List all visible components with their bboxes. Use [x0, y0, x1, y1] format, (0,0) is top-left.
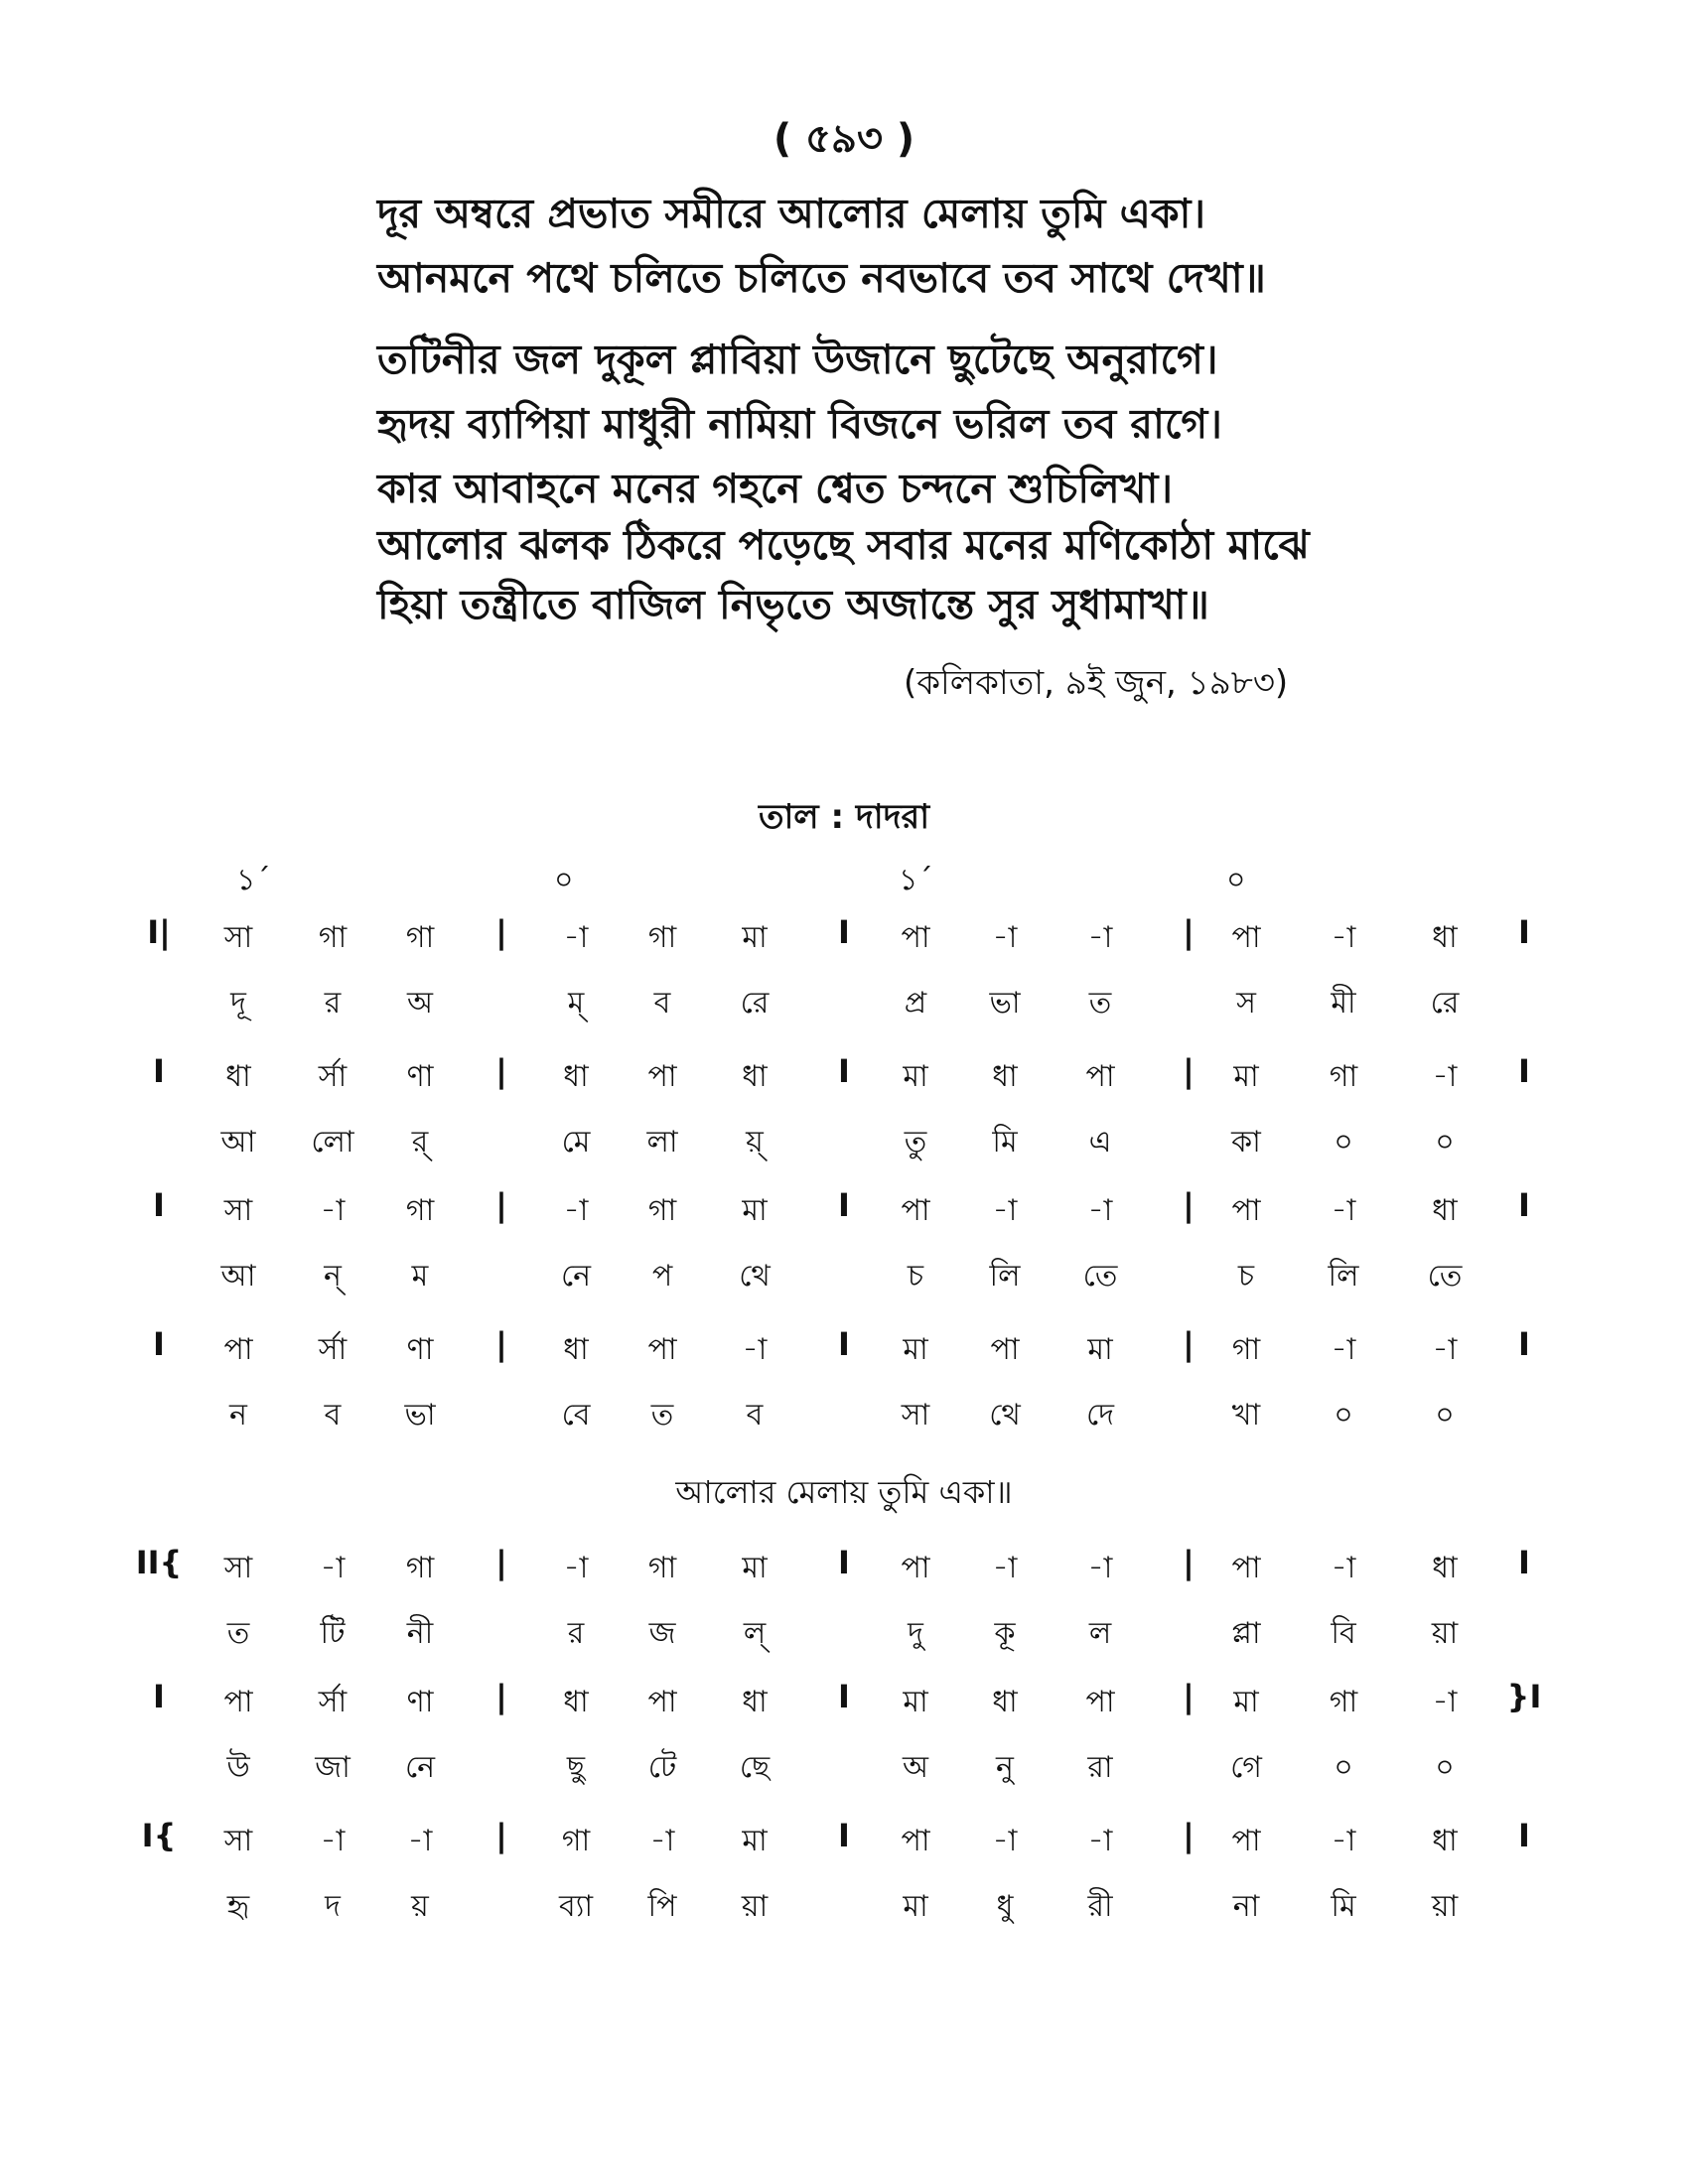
lyric-syllable: থে — [739, 1259, 771, 1294]
lyric-syllable: খা — [1231, 1398, 1261, 1433]
swara-cell: -া — [1331, 1551, 1356, 1585]
minor-bar: | — [495, 1817, 507, 1854]
beat-mark: ১´ — [899, 863, 933, 897]
swara-cell: সা — [223, 1551, 253, 1585]
swara-cell: মা — [742, 1824, 768, 1858]
swara-cell: পা — [647, 1332, 677, 1367]
swara-cell: -া — [742, 1332, 768, 1367]
lyric-syllable: ভা — [404, 1398, 436, 1433]
lyric-syllable: ম — [411, 1259, 429, 1294]
lyric-syllable: পি — [647, 1889, 677, 1924]
lyric-syllable: লি — [989, 1259, 1021, 1294]
lyric-syllable: আ — [220, 1125, 256, 1160]
swara-cell: ণা — [406, 1332, 434, 1367]
swara-cell: ধা — [563, 1332, 589, 1367]
lyric-syllable: কা — [1231, 1125, 1261, 1160]
swara-cell: ধা — [742, 1685, 768, 1719]
swara-cell: ধা — [742, 1059, 768, 1094]
poem-line: তটিনীর জল দুকূল প্লাবিয়া উজানে ছুটেছে অনুরাগে। — [377, 336, 1218, 383]
lyric-syllable: দ — [325, 1889, 341, 1924]
place-date: (কলিকাতা, ৯ই জুন, ১৯৮৩) — [904, 663, 1289, 703]
lyric-syllable: ছু — [566, 1750, 586, 1785]
lyric-syllable: হৃ — [226, 1889, 250, 1924]
lyric-syllable: লো — [311, 1125, 354, 1160]
swara-cell: পা — [1231, 920, 1261, 955]
lyric-syllable: ধু — [996, 1889, 1014, 1924]
lyric-syllable: না — [1232, 1889, 1260, 1924]
swara-cell: পা — [223, 1332, 253, 1367]
lyric-syllable: নে — [404, 1750, 436, 1785]
swara-cell: -া — [649, 1824, 675, 1858]
lyric-syllable: নী — [406, 1616, 434, 1651]
lyric-syllable: ব — [324, 1398, 342, 1433]
lyric-syllable: তে — [1082, 1259, 1118, 1294]
swara-cell: সা — [223, 1824, 253, 1858]
swara-cell: পা — [901, 1824, 930, 1858]
minor-bar: | — [495, 1678, 507, 1715]
swara-cell: -া — [1087, 1551, 1113, 1585]
row-end-mark: I — [1518, 1186, 1530, 1224]
swara-cell: পা — [1085, 1059, 1115, 1094]
row-lead-mark: II{ — [135, 1544, 183, 1581]
swara-cell: পা — [1085, 1685, 1115, 1719]
swara-cell: মা — [742, 1551, 768, 1585]
swara-cell: পা — [647, 1685, 677, 1719]
lyric-syllable: ছে — [739, 1750, 771, 1785]
lyric-syllable: মা — [903, 1889, 928, 1924]
swara-cell: -া — [1087, 1824, 1113, 1858]
row-end-mark: I — [1518, 913, 1530, 951]
swara-cell: গা — [1329, 1059, 1358, 1094]
lyric-syllable: ত — [226, 1616, 250, 1651]
swara-cell: মা — [903, 1332, 928, 1367]
taal-label: তাল : দাদরা — [758, 797, 930, 837]
lyric-syllable: টি — [320, 1616, 346, 1651]
lyric-syllable: রে — [740, 986, 770, 1021]
swara-cell: -া — [1087, 1193, 1113, 1228]
lyric-syllable: য়্ — [746, 1125, 764, 1160]
lyric-syllable: তু — [904, 1125, 927, 1160]
swara-cell: গা — [405, 1551, 435, 1585]
lyric-syllable: দু — [908, 1616, 923, 1651]
minor-bar: | — [1183, 1186, 1195, 1224]
lyric-syllable: জা — [315, 1750, 351, 1785]
swara-cell: র্সা — [318, 1685, 348, 1719]
swara-cell: পা — [1231, 1824, 1261, 1858]
lyric-syllable: অ — [903, 1750, 928, 1785]
row-end-mark: I — [1518, 1544, 1530, 1581]
lyric-syllable: ন্ — [324, 1259, 342, 1294]
swara-cell: গা — [405, 920, 435, 955]
swara-cell: ধা — [992, 1059, 1018, 1094]
lyric-syllable: গে — [1230, 1750, 1262, 1785]
lyric-syllable: দে — [1086, 1398, 1114, 1433]
swara-cell: ধা — [1432, 920, 1458, 955]
row-end-mark: }I — [1506, 1678, 1542, 1715]
poem-line: কার আবাহনে মনের গহনে শ্বেত চন্দনে শুচিলিখা। — [377, 465, 1174, 512]
minor-bar: | — [495, 1325, 507, 1363]
lyric-syllable: কূ — [994, 1616, 1016, 1651]
row-lead-mark: I — [153, 1678, 165, 1715]
row-end-mark: I — [1518, 1325, 1530, 1363]
swara-cell: -া — [1087, 920, 1113, 955]
row-lead-mark: I — [153, 1325, 165, 1363]
major-bar: I — [838, 1678, 850, 1715]
major-bar: I — [838, 1544, 850, 1581]
swara-cell: -া — [1331, 920, 1356, 955]
swara-cell: -া — [1331, 1824, 1356, 1858]
swara-cell: মা — [1233, 1685, 1259, 1719]
minor-bar: | — [495, 1544, 507, 1581]
swara-cell: -া — [407, 1824, 433, 1858]
swara-cell: -া — [1432, 1059, 1458, 1094]
lyric-syllable: প — [651, 1259, 673, 1294]
lyric-syllable: ব — [746, 1398, 764, 1433]
lyric-syllable: ০ — [1334, 1750, 1353, 1785]
lyric-syllable: লি — [1328, 1259, 1359, 1294]
swara-cell: মা — [1233, 1059, 1259, 1094]
lyric-syllable: ত — [650, 1398, 674, 1433]
lyric-syllable: অ — [407, 986, 433, 1021]
lyric-syllable: এ — [1088, 1125, 1112, 1160]
lyric-syllable: ভা — [989, 986, 1021, 1021]
major-bar: I — [838, 913, 850, 951]
major-bar: I — [838, 1817, 850, 1854]
swara-cell: মা — [903, 1059, 928, 1094]
poem-line: দূর অম্বরে প্রভাত সমীরে আলোর মেলায় তুমি একা। — [377, 190, 1206, 237]
swara-cell: -া — [992, 1551, 1018, 1585]
lyric-syllable: সা — [901, 1398, 930, 1433]
lyric-syllable: য়া — [1431, 1889, 1459, 1924]
swara-cell: -া — [1432, 1332, 1458, 1367]
page-number: ( ৫৯৩ ) — [773, 116, 915, 162]
lyric-syllable: ০ — [1435, 1750, 1455, 1785]
lyric-syllable: ম্ — [567, 986, 585, 1021]
swara-cell: র্সা — [318, 1059, 348, 1094]
lyric-syllable: মি — [992, 1125, 1018, 1160]
swara-cell: মা — [1087, 1332, 1113, 1367]
swara-cell: -া — [320, 1824, 346, 1858]
poem-line: আলোর ঝলক ঠিকরে পড়েছে সবার মনের মণিকোঠা মাঝে — [377, 521, 1310, 569]
swara-cell: -া — [563, 1551, 589, 1585]
swara-cell: মা — [742, 1193, 768, 1228]
swara-cell: -া — [1331, 1193, 1356, 1228]
beat-mark: ১´ — [236, 863, 271, 897]
swara-cell: মা — [903, 1685, 928, 1719]
lyric-syllable: প্লা — [1231, 1616, 1261, 1651]
lyric-syllable: ন — [229, 1398, 247, 1433]
lyric-syllable: চ — [907, 1259, 924, 1294]
swara-cell: -া — [992, 920, 1018, 955]
minor-bar: | — [495, 1186, 507, 1224]
lyric-syllable: আ — [220, 1259, 256, 1294]
minor-bar: | — [1183, 1678, 1195, 1715]
swara-cell: পা — [990, 1332, 1020, 1367]
swara-cell: পা — [1231, 1193, 1261, 1228]
swara-cell: গা — [647, 920, 677, 955]
swara-cell: সা — [223, 1193, 253, 1228]
lyric-syllable: নু — [996, 1750, 1014, 1785]
refrain-line: আলোর মেলায় তুমি একা॥ — [675, 1473, 1013, 1511]
swara-cell: গা — [647, 1551, 677, 1585]
major-bar: I — [838, 1186, 850, 1224]
lyric-syllable: ০ — [1435, 1398, 1455, 1433]
major-bar: I — [838, 1052, 850, 1090]
lyric-syllable: র্ — [411, 1125, 429, 1160]
swara-cell: পা — [1231, 1551, 1261, 1585]
swara-cell: ধা — [1432, 1551, 1458, 1585]
swara-cell: গা — [647, 1193, 677, 1228]
poem-line: হিয়া তন্ত্রীতে বাজিল নিভৃতে অজান্তে সুর সুধামাখা॥ — [377, 581, 1209, 628]
minor-bar: | — [1183, 1817, 1195, 1854]
minor-bar: | — [1183, 1052, 1195, 1090]
minor-bar: | — [1183, 1544, 1195, 1581]
lyric-syllable: চ — [1237, 1259, 1255, 1294]
swara-cell: পা — [901, 1193, 930, 1228]
lyric-syllable: মী — [1331, 986, 1356, 1021]
swara-cell: -া — [320, 1193, 346, 1228]
minor-bar: | — [495, 1052, 507, 1090]
swara-cell: -া — [992, 1824, 1018, 1858]
lyric-syllable: লা — [646, 1125, 678, 1160]
swara-cell: গা — [318, 920, 348, 955]
lyric-syllable: নে — [560, 1259, 592, 1294]
swara-cell: ধা — [563, 1059, 589, 1094]
lyric-syllable: য় — [411, 1889, 429, 1924]
lyric-syllable: ০ — [1334, 1125, 1353, 1160]
lyric-syllable: স — [1236, 986, 1256, 1021]
lyric-syllable: থে — [989, 1398, 1021, 1433]
row-end-mark: I — [1518, 1817, 1530, 1854]
lyric-syllable: তে — [1427, 1259, 1463, 1294]
lyric-syllable: য়া — [741, 1889, 769, 1924]
swara-cell: মা — [742, 920, 768, 955]
poem-line: হৃদয় ব্যাপিয়া মাধুরী নামিয়া বিজনে ভরিল তব রাগে। — [377, 400, 1222, 448]
swara-cell: ধা — [563, 1685, 589, 1719]
swara-cell: ধা — [1432, 1824, 1458, 1858]
lyric-syllable: মে — [561, 1125, 591, 1160]
lyric-syllable: র — [324, 986, 342, 1021]
swara-cell: সা — [223, 920, 253, 955]
swara-cell: -া — [1331, 1332, 1356, 1367]
swara-cell: -া — [563, 920, 589, 955]
minor-bar: | — [1183, 1325, 1195, 1363]
swara-cell: -া — [563, 1193, 589, 1228]
row-lead-mark: I — [153, 1052, 165, 1090]
row-lead-mark: I{ — [141, 1817, 177, 1854]
beat-mark: ০ — [554, 863, 574, 897]
lyric-syllable: রে — [1430, 986, 1460, 1021]
swara-cell: গা — [1329, 1685, 1358, 1719]
lyric-syllable: উ — [226, 1750, 250, 1785]
lyric-syllable: দূ — [230, 986, 246, 1021]
row-lead-mark: I| — [147, 913, 171, 951]
lyric-syllable: ল — [1088, 1616, 1112, 1651]
swara-cell: ধা — [1432, 1193, 1458, 1228]
lyric-syllable: জ — [648, 1616, 676, 1651]
lyric-syllable: মি — [1331, 1889, 1356, 1924]
lyric-syllable: য়া — [1431, 1616, 1459, 1651]
lyric-syllable: ০ — [1334, 1398, 1353, 1433]
lyric-syllable: প্র — [904, 986, 927, 1021]
swara-cell: ণা — [406, 1059, 434, 1094]
poem-line: আনমনে পথে চলিতে চলিতে নবভাবে তব সাথে দেখা॥ — [377, 254, 1266, 302]
row-end-mark: I — [1518, 1052, 1530, 1090]
swara-cell: পা — [223, 1685, 253, 1719]
swara-cell: পা — [901, 920, 930, 955]
lyric-syllable: টে — [647, 1750, 677, 1785]
lyric-syllable: ০ — [1435, 1125, 1455, 1160]
lyric-syllable: বি — [1331, 1616, 1356, 1651]
lyric-syllable: ত — [1088, 986, 1112, 1021]
beat-mark: ০ — [1226, 863, 1246, 897]
swara-cell: গা — [405, 1193, 435, 1228]
swara-cell: পা — [901, 1551, 930, 1585]
swara-cell: -া — [320, 1551, 346, 1585]
lyric-syllable: ব — [653, 986, 671, 1021]
swara-cell: ধা — [992, 1685, 1018, 1719]
minor-bar: | — [1183, 913, 1195, 951]
swara-cell: -া — [992, 1193, 1018, 1228]
swara-cell: র্সা — [318, 1332, 348, 1367]
lyric-syllable: রী — [1087, 1889, 1113, 1924]
lyric-syllable: রা — [1087, 1750, 1113, 1785]
swara-cell: ণা — [406, 1685, 434, 1719]
swara-cell: ধা — [225, 1059, 251, 1094]
major-bar: I — [838, 1325, 850, 1363]
lyric-syllable: ল্ — [743, 1616, 767, 1651]
lyric-syllable: র — [567, 1616, 585, 1651]
swara-cell: গা — [561, 1824, 591, 1858]
lyric-syllable: বে — [561, 1398, 591, 1433]
swara-cell: -া — [1432, 1685, 1458, 1719]
minor-bar: | — [495, 913, 507, 951]
swara-cell: পা — [647, 1059, 677, 1094]
row-lead-mark: I — [153, 1186, 165, 1224]
lyric-syllable: ব্যা — [558, 1889, 594, 1924]
swara-cell: গা — [1231, 1332, 1261, 1367]
